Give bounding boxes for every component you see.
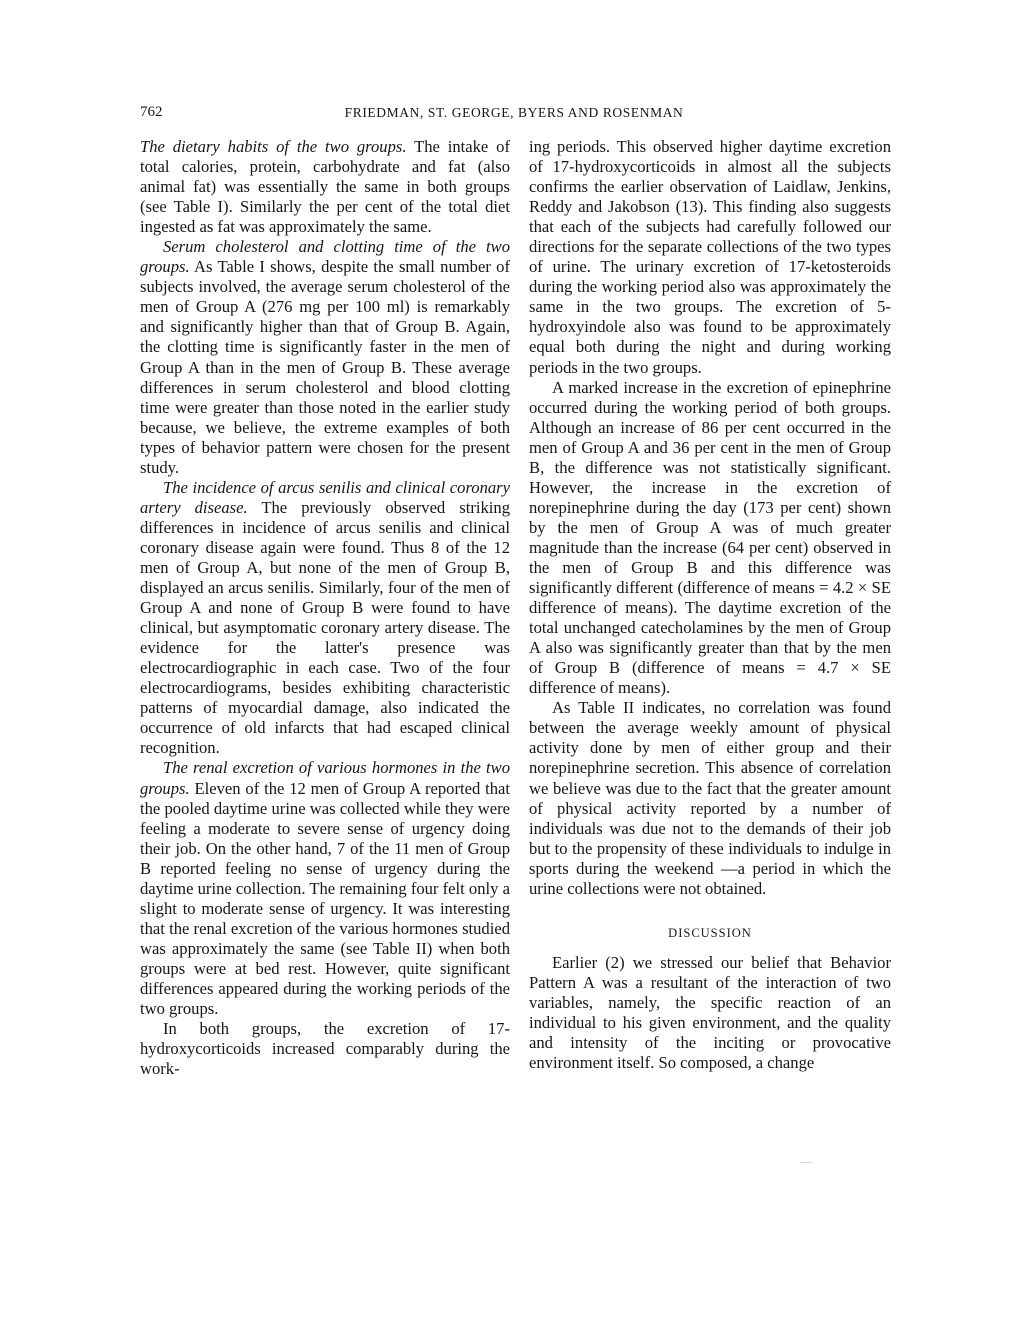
subheading-arcus-senilis: The incidence of arcus senilis and clinical coronary artery disease. xyxy=(140,477,510,517)
paragraph-text: The intake of total calories, protein, carbohydrate and fat (also animal fat) was essentially the same in both groups (see Table I). Similarly the per cent of the total diet ingested as fat was approximately the same. xyxy=(140,137,510,237)
paragraph-serum-cholesterol xyxy=(140,237,510,478)
paragraph-working-periods: ing periods. This observed higher daytime excretion of 17-hydroxycorticoids in almost all the subjects confirms the earlier observation of Laidlaw, Jenkins, Reddy and Jakobson (13). This finding also suggests that each of the subjects had carefully followed our directions for the separate collections of the two types of urine. The urinary excretion of 17-ketosteroids during the working period also was approximately the same in the two groups. The excretion of 5-hydroxyindole also was found to be approximately equal both during the night and during working periods in the two groups. xyxy=(529,137,891,377)
right-column xyxy=(529,137,891,1073)
paragraph-text: The previously observed striking differences in incidence of arcus senilis and clinical coronary disease again were found. Thus 8 of the 12 men of Group A, but none of the men of Group B, displayed an arcus senilis. Similarly, four of the men of Group A and none of Group B were found to have clinical, but asymptomatic coronary artery disease. The evidence for the latter's presence was electrocardiographic in each case. Two of the four electrocardiograms, besides exhibiting characteristic patterns of myocardial damage, also indicated the occurrence of old infarcts that had escaped clinical recognition. xyxy=(140,497,510,758)
paragraph-renal-excretion xyxy=(140,758,510,1019)
page-number: 762 xyxy=(140,104,163,120)
paragraph-text: As Table I shows, despite the small number of subjects involved, the average serum cholesterol of the men of Group A (276 mg per 100 ml) is remarkably and significantly higher than that of Group B. Again, the clotting time is significantly faster in the men of Group A than in the men of Group B. These average differences in serum cholesterol and blood clotting time were greater than those noted in the earlier study because, we believe, the extreme examples of both types of behavior pattern were chosen for the present study. xyxy=(140,257,510,477)
section-heading-discussion: DISCUSSION xyxy=(668,925,752,940)
subheading-renal-excretion: The renal excretion of various hormones in the two groups. xyxy=(140,758,510,798)
page-mark xyxy=(800,1162,812,1163)
paragraph-text: Eleven of the 12 men of Group A reported that the pooled daytime urine was collected while they were feeling a moderate to severe sense of urgency doing their job. On the other hand, 7 of the 11 men of Group B reported feeling no sense of urgency during the daytime urine collection. The remaining four felt only a slight to moderate sense of urgency. It was interesting that the renal excretion of the various hormones studied was approximately the same (see Table II) when both groups were at bed rest. However, quite significant differences appeared during the working periods of the two groups. xyxy=(140,778,510,1019)
paragraph-physical-activity: As Table II indicates, no correlation was found between the average weekly amount of physical activity done by men of either group and their norepinephrine secretion. This absence of correlation we believe was due to the fact that the greater amount of physical activity reported by a number of individuals was due not to the demands of their job but to the propensity of these individuals to indulge in sports during the weekend —a period in which the urine collections were not obtained. xyxy=(529,698,891,898)
left-column xyxy=(140,137,510,1079)
subheading-serum-cholesterol: Serum cholesterol and clotting time of the two groups. xyxy=(140,237,510,277)
subheading-dietary-habits: The dietary habits of the two groups. xyxy=(140,137,407,156)
paragraph-dietary-habits xyxy=(140,137,510,237)
paragraph-discussion: Earlier (2) we stressed our belief that Behavior Pattern A was a resultant of the interaction of two variables, namely, the specific reaction of an individual to his given environment, and the quality and intensity of the inciting or provocative environment itself. So composed, a change xyxy=(529,952,891,1073)
paragraph-epinephrine: A marked increase in the excretion of epinephrine occurred during the working period of both groups. Although an increase of 86 per cent occurred in the men of Group A and 36 per cent in the men of Group B, the difference was not statistically significant. However, the increase in the excretion of norepinephrine during the day (173 per cent) shown by the men of Group A was of much greater magnitude than the increase (64 per cent) observed in the men of Group B and this difference was significantly different (difference of means = 4.2 × SE difference of means). The daytime excretion of the total unchanged catecholamines by the men of Group A also was significantly greater than that by the men of Group B (difference of means = 4.7 × SE difference of means). xyxy=(529,377,891,698)
paragraph-arcus-senilis xyxy=(140,478,510,759)
running-head: FRIEDMAN, ST. GEORGE, BYERS AND ROSENMAN xyxy=(344,105,684,120)
paragraph-hydroxycorticoids: In both groups, the excretion of 17-hydroxycorticoids increased comparably during the work- xyxy=(140,1019,510,1079)
page-header xyxy=(140,104,888,124)
